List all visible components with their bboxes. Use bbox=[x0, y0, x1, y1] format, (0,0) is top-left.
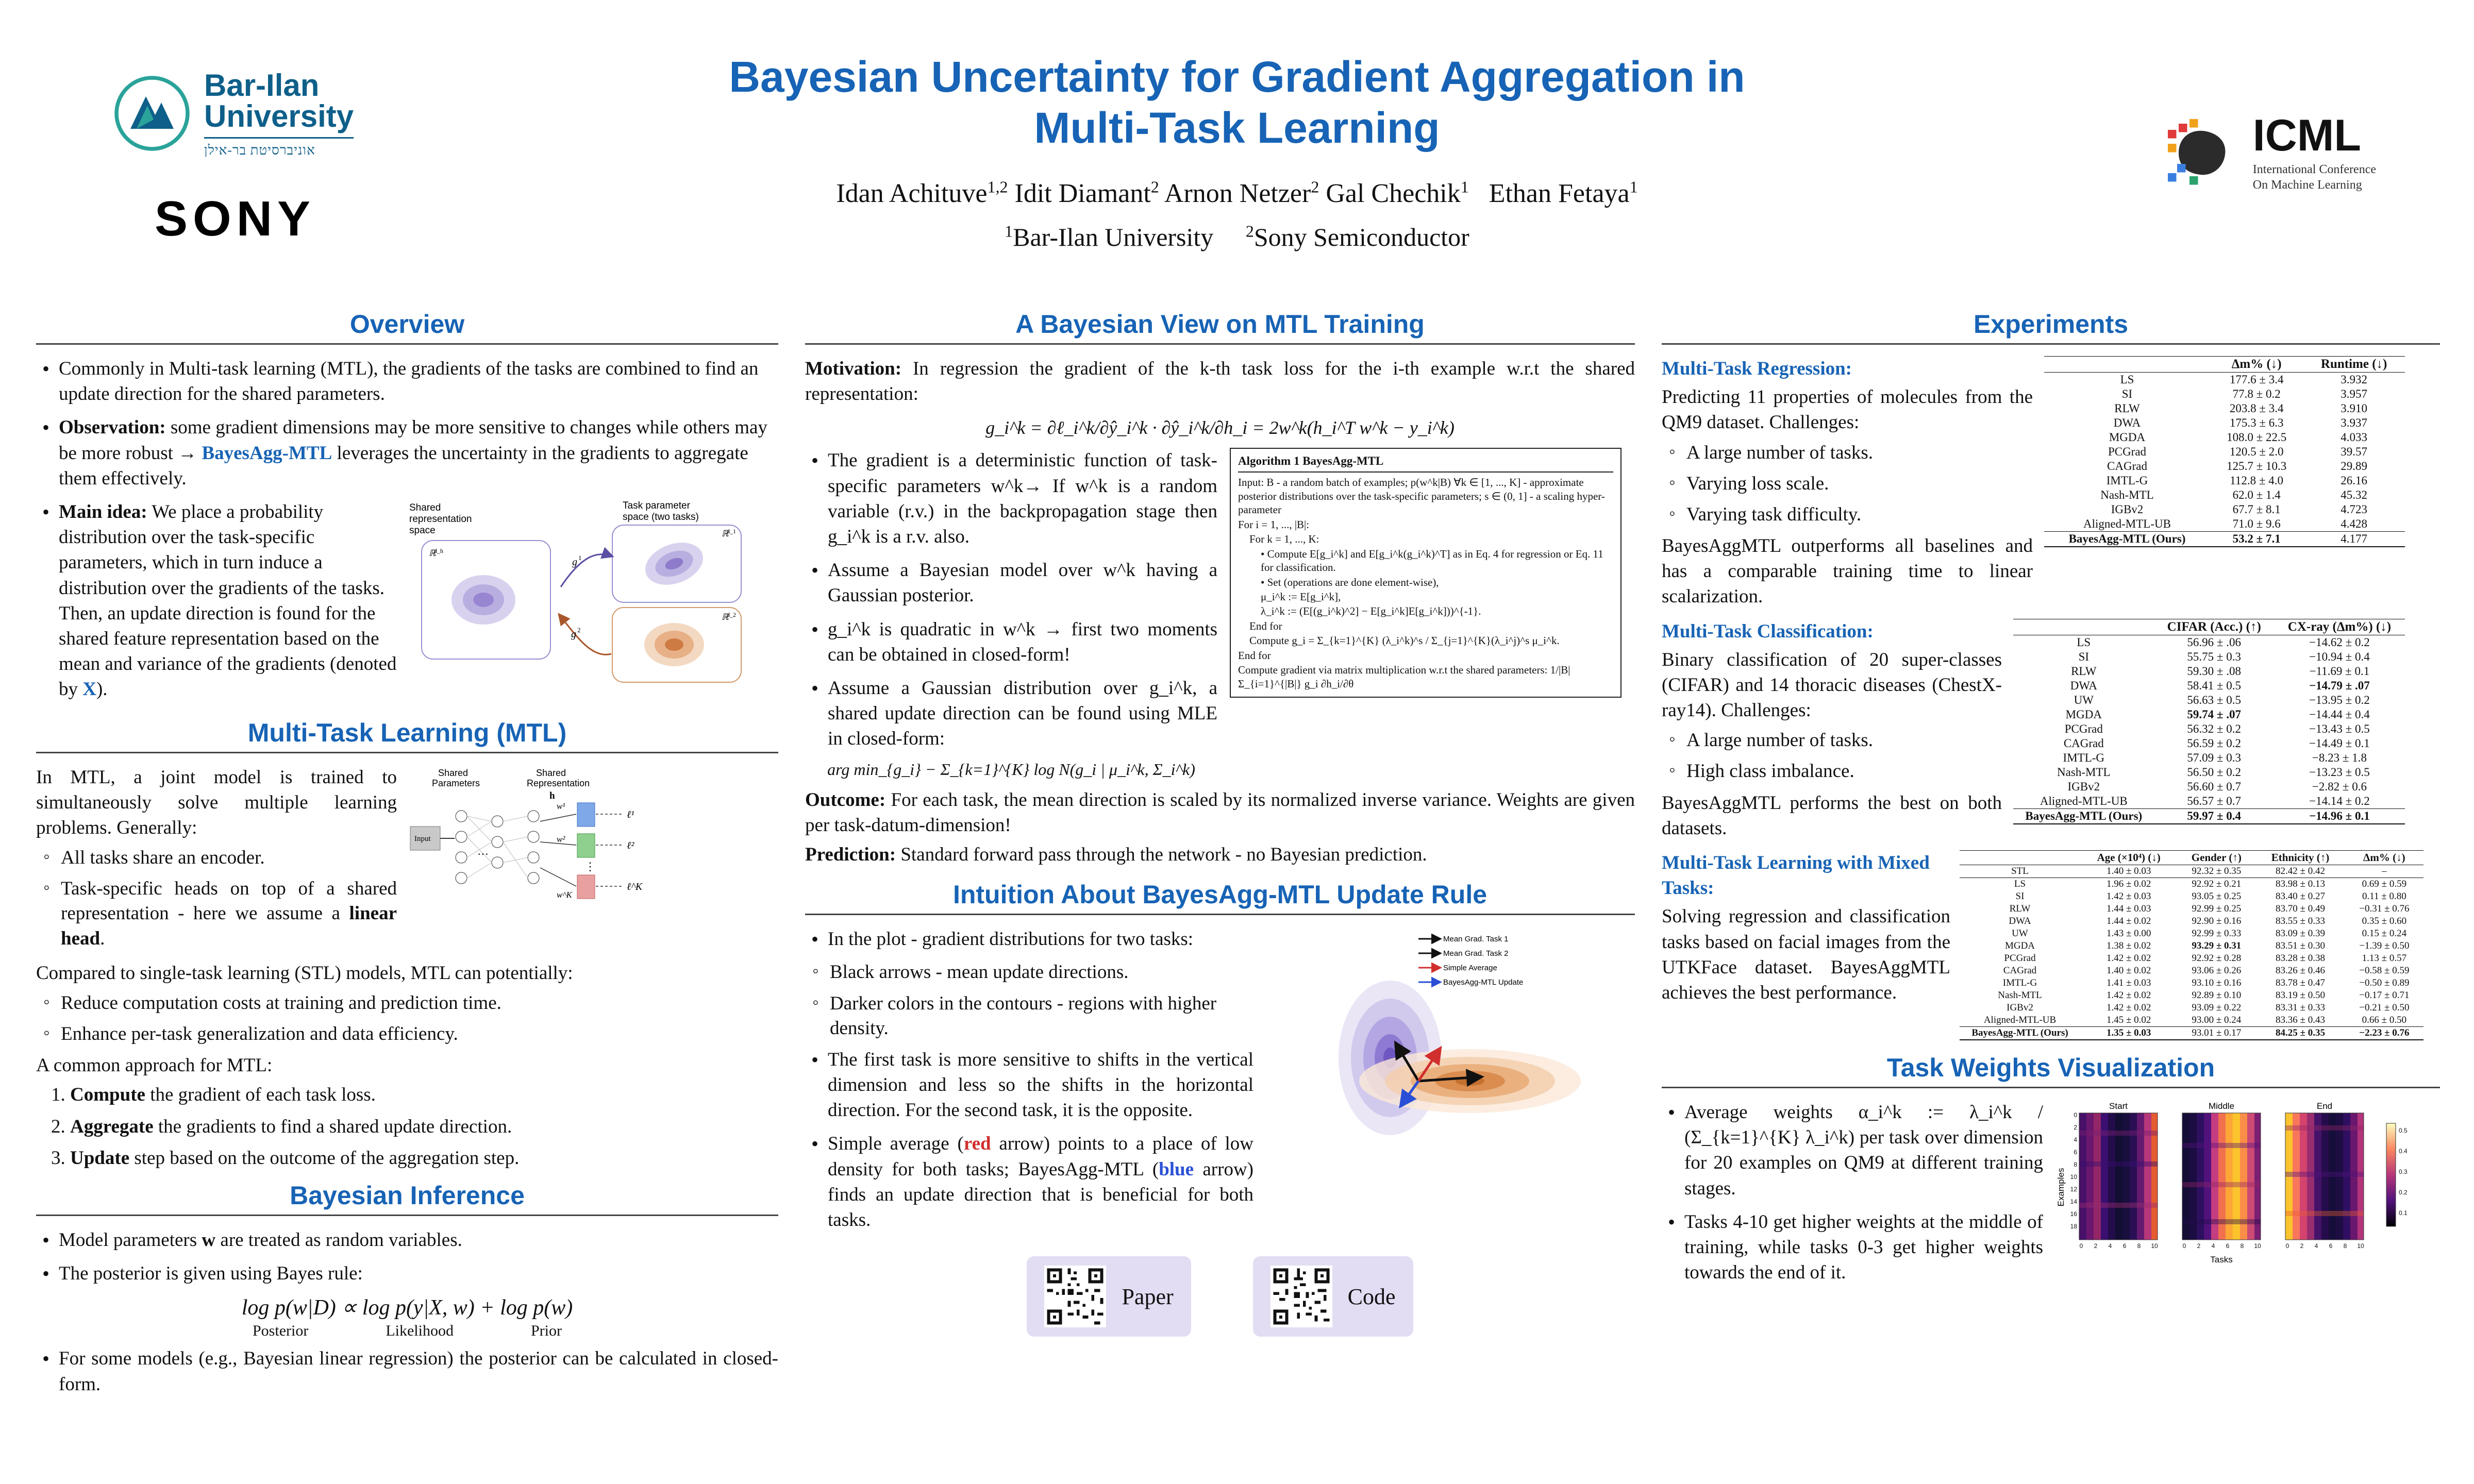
intuition-figure-svg bbox=[1264, 926, 1625, 1143]
author-4: Ethan Fetaya$^1$ bbox=[1489, 177, 1638, 208]
table-row: DWA 58.41 ± 0.5 −14.79 ± .07 bbox=[2070, 679, 2370, 692]
table-row-highlight: BayesAgg-MTL (Ours) 53.2 ± 7.1 4.177 bbox=[2044, 532, 2405, 547]
regression-bullets bbox=[1662, 441, 2033, 527]
algorithm-line-9: End for bbox=[1238, 649, 1271, 662]
overview-main-idea-row bbox=[36, 499, 778, 711]
icml-logo bbox=[2163, 113, 2376, 193]
regression-table bbox=[2044, 356, 2405, 547]
motivation-label: Motivation: bbox=[805, 358, 902, 379]
code-link-label: Code bbox=[1347, 1284, 1396, 1309]
mtl-compared-bullet-0: ◦ Reduce computation costs at training and prediction time. bbox=[36, 991, 778, 1016]
table-row: LS 1.96 ± 0.02 92.92 ± 0.21 83.98 ± 0.13 0.69 ± 0.59 bbox=[1960, 878, 2423, 890]
svg-text:Simple Average: Simple Average bbox=[1443, 964, 1497, 973]
algorithm-line-0: Input: B - a random batch of examples; p(w^k|B) ∀k ∈ [1, ..., K] - approximate posterior distributions over the task-specific parameters; s ∈ (0, 1] - a scaling hyper-parameter bbox=[1238, 476, 1605, 516]
svg-text:ℓ^K: ℓ^K bbox=[627, 881, 643, 892]
mtl-text-col bbox=[36, 765, 397, 957]
section-title-mtl: Multi-Task Learning (MTL) bbox=[247, 718, 567, 747]
svg-text:2: 2 bbox=[2300, 1242, 2304, 1250]
svg-text:ℓ²: ℓ² bbox=[627, 839, 634, 851]
table-row: IMTL-G 57.09 ± 0.3 −8.23 ± 1.8 bbox=[2063, 751, 2367, 764]
mixed-desc: Solving regression and classification tasks based on facial images from the UTKFace dataset. BayesAggMTL achieves the best performance. bbox=[1662, 906, 1950, 1003]
code-qr-icon[interactable] bbox=[1271, 1266, 1332, 1327]
affiliation-list bbox=[36, 222, 2438, 252]
svg-text:0: 0 bbox=[2285, 1242, 2289, 1250]
column-right bbox=[1662, 309, 2440, 1293]
svg-text:⋮: ⋮ bbox=[584, 859, 596, 873]
regression-block bbox=[1662, 356, 2440, 610]
author-2: Arnon Netzer$^2$ bbox=[1164, 177, 1319, 208]
svg-text:0.1: 0.1 bbox=[2399, 1209, 2408, 1217]
svg-text:4: 4 bbox=[2211, 1242, 2215, 1250]
author-0: Idan Achituve$^{1,2}$ bbox=[836, 177, 1008, 208]
svg-text:0.3: 0.3 bbox=[2399, 1168, 2408, 1175]
task-weights-row bbox=[1662, 1100, 2440, 1293]
table-row: IGBv2 56.60 ± 0.7 −2.82 ± 0.6 bbox=[2067, 780, 2367, 793]
algorithm-line-3: • Compute E[g_i^k] and E[g_i^k(g_i^k)^T] as in Eq. 4 for regression or Eq. 11 for classification. bbox=[1261, 547, 1603, 574]
mtl-compared-bullet-1: ◦ Enhance per-task generalization and data efficiency. bbox=[36, 1022, 778, 1047]
classification-bullet-1: ◦ High class imbalance. bbox=[1662, 759, 2002, 784]
svg-text:Start: Start bbox=[2109, 1101, 2128, 1111]
bayes-view-text-col bbox=[805, 448, 1217, 784]
affiliation-0: $^1$Bar-Ilan University bbox=[1005, 222, 1214, 252]
classification-summary: BayesAggMTL performs the best on both datasets. bbox=[1662, 792, 2002, 839]
svg-text:Shared: Shared bbox=[438, 767, 469, 778]
gradient-formula: g_i^k = ∂ℓ_i^k/∂ŷ_i^k · ∂ŷ_i^k/∂h_i = 2w^k(h_i^T w^k − y_i^k) bbox=[985, 417, 1455, 439]
svg-text:18: 18 bbox=[2070, 1222, 2077, 1230]
bayesian-inference-bullets bbox=[36, 1227, 778, 1286]
icml-sub-line1: International Conference bbox=[2252, 163, 2376, 176]
svg-text:Representation: Representation bbox=[527, 778, 590, 788]
section-rule-intuition bbox=[805, 914, 1635, 915]
table-row: Nash-MTL 62.0 ± 1.4 45.32 bbox=[2100, 488, 2368, 501]
section-rule-bayesian-inference bbox=[36, 1215, 778, 1216]
svg-text:w¹: w¹ bbox=[557, 801, 565, 811]
bv-bullet-0: • The gradient is a deterministic function of task-specific parameters w^k→ If w^k is a random variable (r.v.) in the backpropagation stage then g_i^k is a r.v. also. bbox=[805, 448, 1217, 549]
table-row-highlight: BayesAgg-MTL (Ours) 59.97 ± 0.4 −14.96 ± 0.1 bbox=[2013, 808, 2405, 824]
task-weights-text bbox=[1662, 1100, 2043, 1293]
section-rule-overview bbox=[36, 343, 778, 345]
cls-col-0 bbox=[2013, 619, 2154, 635]
regression-text bbox=[1662, 356, 2033, 610]
table-row: STL 1.40 ± 0.03 92.32 ± 0.35 82.42 ± 0.42 – bbox=[1960, 865, 2423, 878]
table-row: Nash-MTL 1.42 ± 0.02 92.89 ± 0.10 83.19 ± 0.50 −0.17 ± 0.71 bbox=[1998, 989, 2410, 1001]
cls-col-1: CIFAR (Acc.) (↑) bbox=[2167, 619, 2261, 634]
task-weights-heatmap-svg bbox=[2052, 1100, 2434, 1270]
bayes-label-posterior: Posterior bbox=[253, 1322, 309, 1340]
svg-text:space (two tasks): space (two tasks) bbox=[623, 512, 699, 523]
table-row: CAGrad 1.40 ± 0.02 93.06 ± 0.26 83.26 ± 0.46 −0.58 ± 0.59 bbox=[2003, 965, 2410, 976]
mix-col-3: Ethnicity (↑) bbox=[2271, 851, 2330, 864]
classification-block bbox=[1662, 619, 2440, 841]
mtl-figure bbox=[407, 765, 763, 922]
icml-brain-icon bbox=[2163, 114, 2241, 192]
mtl-sub-bullets bbox=[36, 846, 397, 951]
table-row: RLW 59.30 ± .08 −11.69 ± 0.1 bbox=[2071, 664, 2370, 678]
cls-col-2: CX-ray (Δm%) (↓) bbox=[2287, 619, 2392, 634]
mle-formula: arg min_{g_i} − Σ_{k=1}^{K} log N(g_i | μ_i^k, Σ_i^k) bbox=[827, 760, 1195, 779]
table-row: SI 1.42 ± 0.03 93.05 ± 0.25 83.40 ± 0.27 0.11 ± 0.80 bbox=[2015, 890, 2406, 902]
overview-figure-svg bbox=[406, 499, 767, 685]
classification-bullet-0: ◦ A large number of tasks. bbox=[1662, 728, 2002, 753]
mtl-intro: In MTL, a joint model is trained to simultaneously solve multiple learning problems. Generally: bbox=[36, 766, 397, 839]
classification-table-header-row bbox=[2013, 619, 2405, 635]
bayes-rule-labels bbox=[36, 1322, 778, 1340]
icml-wordmark: ICML bbox=[2252, 111, 2361, 160]
motivation-paragraph bbox=[805, 356, 1635, 407]
table-row: IGBv2 67.7 ± 8.1 4.723 bbox=[2111, 503, 2368, 516]
affiliation-1: $^2$Sony Semiconductor bbox=[1245, 222, 1469, 252]
svg-text:6: 6 bbox=[2329, 1242, 2333, 1250]
regression-bullet-0: ◦ A large number of tasks. bbox=[1662, 441, 2033, 465]
mixed-block bbox=[1662, 850, 2440, 1040]
section-title-experiments: Experiments bbox=[1973, 310, 2129, 339]
svg-text:Parameters: Parameters bbox=[432, 778, 480, 788]
prediction-text: Standard forward pass through the network - no Bayesian prediction. bbox=[900, 844, 1427, 866]
mixed-table-header-row bbox=[1960, 850, 2423, 865]
bi-bullet-0: • Model parameters w are treated as random variables. bbox=[36, 1227, 778, 1253]
svg-text:g: g bbox=[572, 556, 577, 568]
bv-bullet-1: • Assume a Bayesian model over w^k having a Gaussian posterior. bbox=[805, 558, 1217, 608]
bv-bullet-2: • g_i^k is quadratic in w^k → first two moments can be obtained in closed-form! bbox=[805, 617, 1217, 667]
svg-text:Shared: Shared bbox=[536, 767, 566, 778]
table-row: Aligned-MTL-UB 1.45 ± 0.02 93.00 ± 0.24 83.36 ± 0.43 0.66 ± 0.50 bbox=[1983, 1014, 2407, 1025]
svg-text:0.4: 0.4 bbox=[2399, 1147, 2408, 1155]
svg-text:g: g bbox=[571, 629, 576, 640]
table-row: UW 1.43 ± 0.00 92.99 ± 0.33 83.09 ± 0.39 0.15 ± 0.24 bbox=[2012, 927, 2407, 939]
svg-text:4: 4 bbox=[2314, 1242, 2318, 1250]
regression-desc: Predicting 11 properties of molecules from the QM9 dataset. Challenges: bbox=[1662, 386, 2033, 433]
algorithm-line-10: Compute gradient via matrix multiplication w.r.t the shared parameters: 1/|B| Σ_{i=1}^{|B|} g_i ∂h_i/∂θ bbox=[1238, 664, 1570, 690]
reg-col-1: Δm% (↓) bbox=[2231, 357, 2282, 371]
svg-text:10: 10 bbox=[2151, 1242, 2158, 1250]
bar-ilan-divider bbox=[204, 137, 354, 139]
svg-text:End: End bbox=[2316, 1101, 2333, 1111]
svg-text:space: space bbox=[409, 525, 436, 536]
intuition-row bbox=[805, 926, 1635, 1241]
bayesian-inference-bullets-2 bbox=[36, 1346, 778, 1396]
icml-sub-line2: On Machine Learning bbox=[2252, 178, 2362, 192]
bar-ilan-line1: Bar-Ilan bbox=[204, 68, 320, 103]
table-row: PCGrad 56.32 ± 0.2 −13.43 ± 0.5 bbox=[2064, 722, 2370, 735]
section-title-overview: Overview bbox=[349, 310, 465, 339]
paper-link-label: Paper bbox=[1122, 1284, 1174, 1309]
svg-text:Shared: Shared bbox=[409, 502, 441, 514]
motivation-text: In regression the gradient of the k-th task loss for the i-th example w.r.t the shared representation: bbox=[805, 358, 1635, 405]
table-row: PCGrad 120.5 ± 2.0 39.57 bbox=[2108, 445, 2368, 458]
task-weights-bullets bbox=[1662, 1100, 2043, 1285]
intuition-sub-bullets bbox=[805, 960, 1253, 1040]
mtl-step-0: 1. Compute the gradient of each task loss. bbox=[70, 1082, 778, 1108]
poster-header bbox=[36, 21, 2438, 309]
classification-bullets bbox=[1662, 728, 2002, 784]
paper-link-button[interactable] bbox=[1027, 1256, 1191, 1337]
algorithm-box bbox=[1230, 448, 1622, 698]
table-row: LS 177.6 ± 3.4 3.932 bbox=[2044, 373, 2405, 387]
svg-text:0: 0 bbox=[2079, 1242, 2083, 1250]
author-1: Idit Diamant$^2$ bbox=[1014, 177, 1159, 208]
svg-text:w²: w² bbox=[557, 834, 565, 844]
svg-text:8: 8 bbox=[2240, 1242, 2244, 1250]
svg-text:Input: Input bbox=[414, 834, 431, 843]
code-link-button[interactable] bbox=[1253, 1256, 1413, 1337]
section-title-task-weights: Task Weights Visualization bbox=[1886, 1053, 2215, 1082]
svg-text:4: 4 bbox=[2108, 1242, 2112, 1250]
table-row: Aligned-MTL-UB 56.57 ± 0.7 −14.14 ± 0.2 bbox=[2040, 794, 2370, 807]
overview-bullet-2: • Main idea: We place a probability distribution over the task-specific parameters, which in turn induce a distribution over the gradients of the tasks. Then, an update direction is found for the shared feature representation based on the mean and variance of the gradients (denoted by X). bbox=[36, 499, 397, 702]
section-rule-task-weights bbox=[1662, 1087, 2440, 1088]
algorithm-line-4: • Set (operations are done element-wise), bbox=[1261, 576, 1439, 588]
section-rule-bayesian-view bbox=[805, 343, 1635, 345]
table-row: IMTL-G 1.41 ± 0.03 93.10 ± 0.16 83.78 ± 0.47 −0.50 ± 0.89 bbox=[2002, 977, 2410, 988]
svg-text:4: 4 bbox=[2074, 1136, 2077, 1143]
svg-text:2: 2 bbox=[577, 626, 581, 634]
section-rule-mtl bbox=[36, 752, 778, 753]
mtl-compared-bullets bbox=[36, 991, 778, 1047]
svg-text:2: 2 bbox=[2197, 1242, 2201, 1250]
overview-bullets bbox=[36, 356, 778, 491]
svg-text:…: … bbox=[477, 844, 489, 857]
table-row: IMTL-G 112.8 ± 4.0 26.16 bbox=[2106, 474, 2368, 487]
outcome-text: For each task, the mean direction is scaled by its normalized inverse variance. Weights are given per task-datum-dimension! bbox=[805, 789, 1635, 836]
table-row: MGDA 59.74 ± .07 −14.44 ± 0.4 bbox=[2065, 707, 2370, 721]
svg-text:6: 6 bbox=[2122, 1242, 2127, 1250]
author-list bbox=[36, 177, 2438, 208]
svg-text:0.2: 0.2 bbox=[2399, 1188, 2408, 1196]
outcome-label: Outcome: bbox=[805, 789, 886, 811]
svg-text:6: 6 bbox=[2226, 1242, 2230, 1250]
table-row: LS 56.96 ± .06 −14.62 ± 0.2 bbox=[2013, 635, 2405, 650]
table-row: RLW 1.44 ± 0.03 92.99 ± 0.25 83.70 ± 0.49 −0.31 ± 0.76 bbox=[2009, 903, 2410, 914]
algorithm-line-7: End for bbox=[1249, 619, 1282, 632]
task-weights-figure bbox=[2052, 1100, 2434, 1272]
svg-text:6: 6 bbox=[2074, 1148, 2077, 1156]
regression-title: Multi-Task Regression: bbox=[1662, 358, 1852, 379]
mix-col-4: Δm% (↓) bbox=[2363, 851, 2405, 864]
table-row: SI 77.8 ± 0.2 3.957 bbox=[2121, 387, 2368, 400]
svg-text:12: 12 bbox=[2070, 1185, 2077, 1193]
overview-figure bbox=[406, 499, 767, 687]
intuition-bullet-0: • In the plot - gradient distributions for two tasks: bbox=[805, 926, 1253, 952]
svg-text:0: 0 bbox=[2074, 1111, 2077, 1119]
table-row: Aligned-MTL-UB 71.0 ± 9.6 4.428 bbox=[2083, 517, 2368, 530]
classification-desc: Binary classification of 20 super-classes (CIFAR) and 14 thoracic diseases (ChestX-ray14). Challenges: bbox=[1662, 649, 2002, 721]
bayes-rule-formula: log p(w|D) ∝ log p(y|X, w) + log p(w) bbox=[241, 1296, 573, 1320]
svg-text:d_2: d_2 bbox=[727, 611, 736, 619]
svg-text:Task parameter: Task parameter bbox=[623, 500, 690, 512]
svg-text:8: 8 bbox=[2137, 1242, 2141, 1250]
section-title-bayesian-view: A Bayesian View on MTL Training bbox=[1015, 310, 1425, 339]
regression-summary: BayesAggMTL outperforms all baselines and has a comparable training time to linear scalarization. bbox=[1662, 535, 2033, 608]
classification-text bbox=[1662, 619, 2002, 841]
reg-col-2: Runtime (↓) bbox=[2320, 357, 2387, 371]
bar-ilan-hebrew: אוניברסיטת בר-אילן bbox=[204, 142, 315, 158]
overview-bullet-1: • Observation: some gradient dimensions may be more sensitive to changes while others may be more robust → BayesAgg-MTL leverages the uncertainty in the gradients to aggregate them effectively. bbox=[36, 415, 778, 491]
author-3: Gal Chechik$^1$ bbox=[1326, 177, 1469, 208]
algorithm-line-1: For i = 1, ..., |B|: bbox=[1238, 518, 1310, 531]
table-row: MGDA 1.38 ± 0.02 93.29 ± 0.31 83.51 ± 0.30 −1.39 ± 0.50 bbox=[2004, 940, 2410, 951]
links-row bbox=[805, 1256, 1635, 1337]
svg-text:ℝ: ℝ bbox=[722, 612, 729, 622]
tw-bullet-0: • Average weights α_i^k := λ_i^k / (Σ_{k=1}^{K} λ_i^k) per task over dimension for 20 examples on QM9 at different training stages. bbox=[1662, 1100, 2043, 1201]
svg-text:representation: representation bbox=[409, 514, 472, 525]
bar-ilan-line2: University bbox=[204, 98, 354, 133]
tw-bullet-1: • Tasks 4-10 get higher weights at the middle of training, while tasks 0-3 get higher weights towards the end of it. bbox=[1662, 1209, 2043, 1286]
svg-text:10: 10 bbox=[2357, 1242, 2364, 1250]
algorithm-line-5: μ_i^k := E[g_i^k], bbox=[1261, 591, 1341, 603]
table-row: RLW 203.8 ± 3.4 3.910 bbox=[2114, 402, 2368, 415]
svg-text:0: 0 bbox=[2182, 1242, 2186, 1250]
svg-text:16: 16 bbox=[2070, 1210, 2077, 1218]
prediction-label: Prediction: bbox=[805, 844, 896, 866]
intuition-sub-0: ◦ Black arrows - mean update directions. bbox=[805, 960, 1253, 985]
svg-text:ℓ¹: ℓ¹ bbox=[627, 808, 634, 820]
table-row: PCGrad 1.42 ± 0.02 92.92 ± 0.28 83.28 ± 0.38 1.13 ± 0.57 bbox=[2004, 952, 2407, 964]
mix-col-0 bbox=[1960, 850, 2080, 865]
table-row: CAGrad 125.7 ± 10.3 29.89 bbox=[2107, 460, 2368, 473]
intuition-bullet-1: • The first task is more sensitive to shifts in the vertical dimension and less so the shifts in the horizontal direction. For the second task, it is the opposite. bbox=[805, 1047, 1253, 1123]
table-row: IGBv2 1.42 ± 0.02 93.09 ± 0.22 83.31 ± 0.33 −0.21 ± 0.50 bbox=[2007, 1002, 2410, 1013]
column-middle bbox=[805, 309, 1635, 1337]
svg-text:8: 8 bbox=[2343, 1242, 2347, 1250]
algorithm-line-6: λ_i^k := (E[(g_i^k)^2] − E[g_i^k]E[g_i^k]))^{-1}. bbox=[1261, 605, 1481, 618]
algorithm-line-8: Compute g_i = Σ_{k=1}^{K} (λ_i^k)^s / Σ_{j=1}^{K}(λ_i^j)^s μ_i^k. bbox=[1249, 634, 1560, 647]
svg-text:14: 14 bbox=[2070, 1198, 2077, 1205]
intuition-bullet-2: • Simple average (red arrow) points to a place of low density for both tasks; BayesAgg-MTL (blue arrow) finds an update direction that is beneficial for both tasks. bbox=[805, 1131, 1253, 1233]
svg-text:8: 8 bbox=[2074, 1160, 2077, 1168]
classification-table-wrap bbox=[2013, 619, 2405, 824]
svg-text:Mean Grad. Task 2: Mean Grad. Task 2 bbox=[1443, 949, 1509, 958]
svg-text:2: 2 bbox=[2074, 1123, 2077, 1131]
section-title-intuition: Intuition About BayesAgg-MTL Update Rule bbox=[952, 880, 1487, 909]
bayes-view-row bbox=[805, 448, 1635, 784]
algorithm-title: Algorithm 1 BayesAgg-MTL bbox=[1238, 454, 1613, 473]
overview-bullet-0: • Commonly in Multi-task learning (MTL), the gradients of the tasks are combined to find an update direction for the shared parameters. bbox=[36, 356, 778, 407]
overview-main-idea-text-wrap bbox=[36, 499, 397, 711]
mtl-figure-svg bbox=[407, 765, 763, 919]
mtl-approach-intro: A common approach for MTL: bbox=[36, 1055, 273, 1076]
title-line-2: Multi-Task Learning bbox=[1034, 104, 1440, 153]
poster-columns bbox=[36, 309, 2438, 1405]
svg-text:Middle: Middle bbox=[2208, 1101, 2235, 1111]
intuition-bullets bbox=[805, 926, 1253, 952]
classification-title: Multi-Task Classification: bbox=[1662, 620, 1874, 642]
intuition-sub-1: ◦ Darker colors in the contours - regions with higher density. bbox=[805, 991, 1253, 1041]
svg-text:2: 2 bbox=[2094, 1242, 2098, 1250]
section-rule-experiments bbox=[1662, 343, 2440, 345]
mtl-steps bbox=[36, 1082, 778, 1171]
regression-table-wrap bbox=[2044, 356, 2405, 547]
mtl-step-2: 3. Update step based on the outcome of the aggregation step. bbox=[70, 1145, 778, 1171]
svg-text:w^K: w^K bbox=[557, 889, 572, 900]
svg-text:Mean Grad. Task 1: Mean Grad. Task 1 bbox=[1443, 935, 1509, 944]
intuition-text-col bbox=[805, 926, 1253, 1241]
intuition-bullets-2 bbox=[805, 1047, 1253, 1233]
outcome-paragraph bbox=[805, 787, 1635, 838]
classification-table bbox=[2013, 619, 2405, 824]
intuition-figure bbox=[1264, 926, 1625, 1145]
svg-text:ℝ: ℝ bbox=[722, 529, 729, 539]
bayes-label-likelihood: Likelihood bbox=[386, 1322, 454, 1340]
bi-bullet-2: • For some models (e.g., Bayesian linear regression) the posterior can be calculated in closed-form. bbox=[36, 1346, 778, 1396]
algorithm-line-2: For k = 1, ..., K: bbox=[1249, 533, 1319, 546]
svg-text:1: 1 bbox=[578, 554, 582, 562]
mixed-title: Multi-Task Learning with Mixed Tasks: bbox=[1662, 852, 1930, 899]
svg-text:d_1: d_1 bbox=[727, 528, 736, 535]
svg-text:h: h bbox=[549, 790, 555, 801]
mixed-table-wrap bbox=[1960, 850, 2423, 1040]
table-row: CAGrad 56.59 ± 0.2 −14.49 ± 0.1 bbox=[2063, 736, 2370, 750]
regression-bullet-1: ◦ Varying loss scale. bbox=[1662, 471, 2033, 496]
bar-ilan-logo bbox=[113, 62, 433, 165]
svg-text:ℝ: ℝ bbox=[429, 548, 436, 559]
table-row: MGDA 108.0 ± 22.5 4.033 bbox=[2109, 431, 2368, 444]
bv-bullet-3: • Assume a Gaussian distribution over g_i^k, a shared update direction can be found using MLE in closed-form: bbox=[805, 676, 1217, 752]
mtl-sub-bullet-1: ◦ Task-specific heads on top of a shared representation - here we assume a linear head. bbox=[36, 876, 397, 951]
svg-text:Tasks: Tasks bbox=[2210, 1254, 2233, 1264]
prediction-paragraph bbox=[805, 842, 1635, 867]
table-row: DWA 175.3 ± 6.3 3.937 bbox=[2113, 416, 2368, 429]
bayes-label-prior: Prior bbox=[530, 1322, 562, 1340]
reg-col-0 bbox=[2044, 357, 2210, 373]
regression-table-header-row bbox=[2044, 357, 2405, 373]
column-left bbox=[36, 309, 778, 1405]
mix-col-2: Gender (↑) bbox=[2191, 851, 2242, 864]
mtl-compared: Compared to single-task learning (STL) models, MTL can potentially: bbox=[36, 962, 573, 984]
title-line-1: Bayesian Uncertainty for Gradient Aggregation in bbox=[729, 53, 1745, 101]
bayes-view-bullets bbox=[805, 448, 1217, 751]
table-row: SI 55.75 ± 0.3 −10.94 ± 0.4 bbox=[2078, 650, 2370, 663]
table-row: UW 56.63 ± 0.5 −13.95 ± 0.2 bbox=[2074, 693, 2370, 706]
mtl-row bbox=[36, 765, 778, 957]
mixed-text bbox=[1662, 850, 1950, 1005]
table-row-highlight: BayesAgg-MTL (Ours) 1.35 ± 0.03 93.01 ± 0.17 84.25 ± 0.35 −2.23 ± 0.76 bbox=[1960, 1026, 2423, 1040]
regression-bullet-2: ◦ Varying task difficulty. bbox=[1662, 502, 2033, 527]
svg-text:d_h: d_h bbox=[434, 547, 443, 555]
svg-text:10: 10 bbox=[2254, 1242, 2261, 1250]
svg-text:0.5: 0.5 bbox=[2399, 1126, 2408, 1134]
svg-text:10: 10 bbox=[2070, 1173, 2077, 1181]
bi-bullet-1: • The posterior is given using Bayes rule: bbox=[36, 1261, 778, 1286]
svg-text:Examples: Examples bbox=[2056, 1168, 2066, 1207]
mixed-table bbox=[1960, 850, 2423, 1040]
mtl-sub-bullet-0: ◦ All tasks share an encoder. bbox=[36, 846, 397, 870]
table-row: DWA 1.44 ± 0.02 92.90 ± 0.16 83.55 ± 0.33 0.35 ± 0.60 bbox=[2009, 915, 2407, 926]
paper-qr-icon[interactable] bbox=[1044, 1266, 1106, 1327]
bar-ilan-mark-icon bbox=[113, 75, 191, 152]
section-title-bayesian-inference: Bayesian Inference bbox=[290, 1181, 525, 1210]
mix-col-1: Age (×10⁴) (↓) bbox=[2097, 851, 2161, 864]
table-row: Nash-MTL 56.50 ± 0.2 −13.23 ± 0.5 bbox=[2057, 765, 2370, 779]
sony-logo: SONY bbox=[155, 191, 316, 246]
mtl-step-1: 2. Aggregate the gradients to find a shared update direction. bbox=[70, 1114, 778, 1140]
svg-text:BayesAgg-MTL Update: BayesAgg-MTL Update bbox=[1443, 978, 1524, 987]
